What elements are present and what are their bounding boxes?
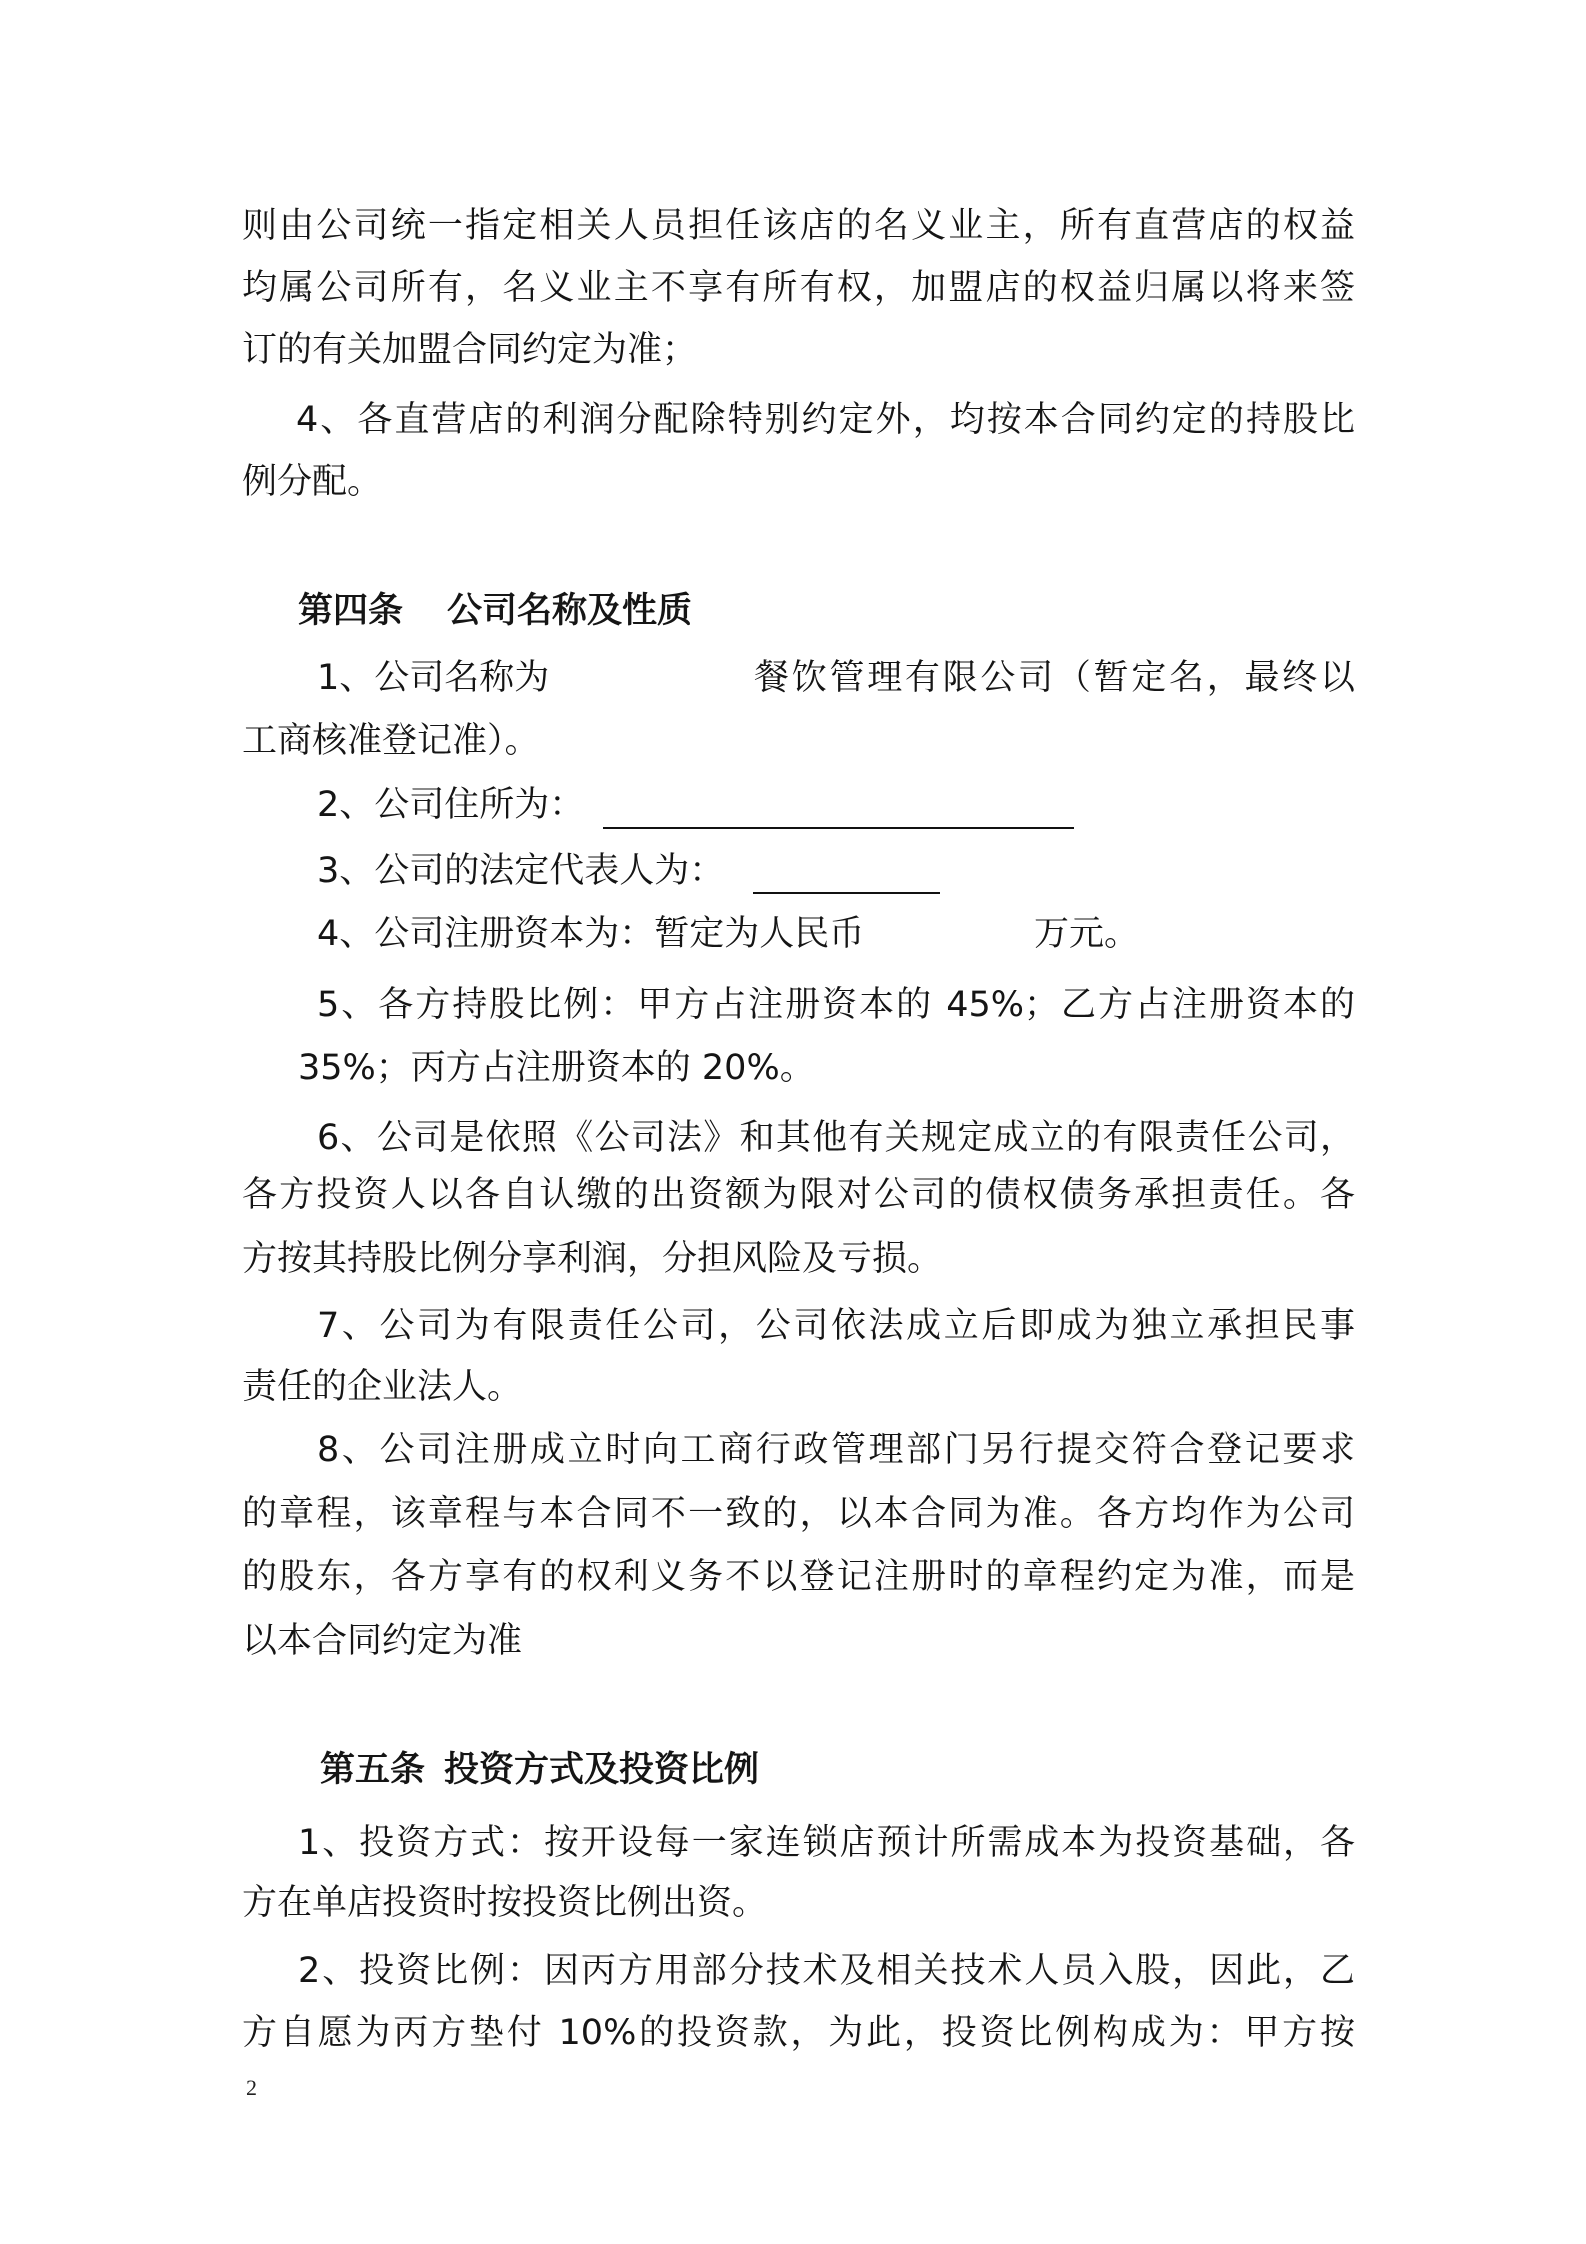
article4-item1-label: 1、公司名称为	[317, 658, 550, 698]
article5-item1-line-2: 方在单店投资时按投资比例出资。	[242, 1883, 768, 1923]
intro-line-1: 则由公司统一指定相关人员担任该店的名义业主，所有直营店的权益	[242, 206, 1355, 246]
page-number: 2	[246, 2075, 257, 2100]
article4-item5-line-2: 35%；丙方占注册资本的 20%。	[298, 1048, 815, 1088]
article4-item6-line-1: 6、公司是依照《公司法》和其他有关规定成立的有限责任公司，	[317, 1118, 1355, 1158]
article5-number: 第五条	[320, 1750, 426, 1790]
article4-item4-label: 4、公司注册资本为：暂定为人民币	[317, 914, 865, 954]
article4-item4-unit: 万元。	[1034, 914, 1140, 954]
article5-item1-line-1: 1、投资方式：按开设每一家连锁店预计所需成本为投资基础，各	[298, 1823, 1355, 1863]
address-blank-line	[603, 827, 1074, 829]
intro-item4-line-2: 例分配。	[242, 462, 383, 502]
article4-item5-line-1: 5、各方持股比例：甲方占注册资本的 45%；乙方占注册资本的	[317, 985, 1355, 1025]
article5-item2-line-2: 方自愿为丙方垫付 10%的投资款，为此，投资比例构成为：甲方按	[242, 2013, 1355, 2053]
article4-item8-line-3: 的股东，各方享有的权利义务不以登记注册时的章程约定为准，而是	[242, 1557, 1355, 1597]
intro-line-2: 均属公司所有，名义业主不享有所有权，加盟店的权益归属以将来签	[242, 268, 1355, 308]
article4-item8-line-4: 以本合同约定为准	[242, 1621, 523, 1661]
intro-line-3: 订的有关加盟合同约定为准；	[242, 330, 698, 370]
article4-item8-line-2: 的章程，该章程与本合同不一致的，以本合同为准。各方均作为公司	[242, 1494, 1355, 1534]
article4-title: 公司名称及性质	[447, 591, 693, 631]
article4-item1-text: 餐饮管理有限公司（暂定名，最终以	[754, 658, 1355, 698]
article4-number: 第四条	[298, 591, 404, 631]
article5-title: 投资方式及投资比例	[444, 1750, 760, 1790]
article4-item6-line-2: 各方投资人以各自认缴的出资额为限对公司的债权债务承担责任。各	[242, 1175, 1355, 1215]
article4-item3-label: 3、公司的法定代表人为：	[317, 851, 725, 891]
legal-representative-blank-line	[753, 892, 940, 894]
article4-item6-line-3: 方按其持股比例分享利润，分担风险及亏损。	[242, 1239, 943, 1279]
article5-item2-line-1: 2、投资比例：因丙方用部分技术及相关技术人员入股，因此，乙	[298, 1951, 1355, 1991]
article4-item8-line-1: 8、公司注册成立时向工商行政管理部门另行提交符合登记要求	[317, 1430, 1355, 1470]
article4-item2-label: 2、公司住所为：	[317, 785, 585, 825]
article4-item1-continued: 工商核准登记准）。	[242, 721, 540, 761]
intro-item4-line-1: 4、各直营店的利润分配除特别约定外，均按本合同约定的持股比	[296, 400, 1355, 440]
article4-item7-line-2: 责任的企业法人。	[242, 1367, 523, 1407]
article4-item7-line-1: 7、公司为有限责任公司，公司依法成立后即成为独立承担民事	[317, 1306, 1355, 1346]
